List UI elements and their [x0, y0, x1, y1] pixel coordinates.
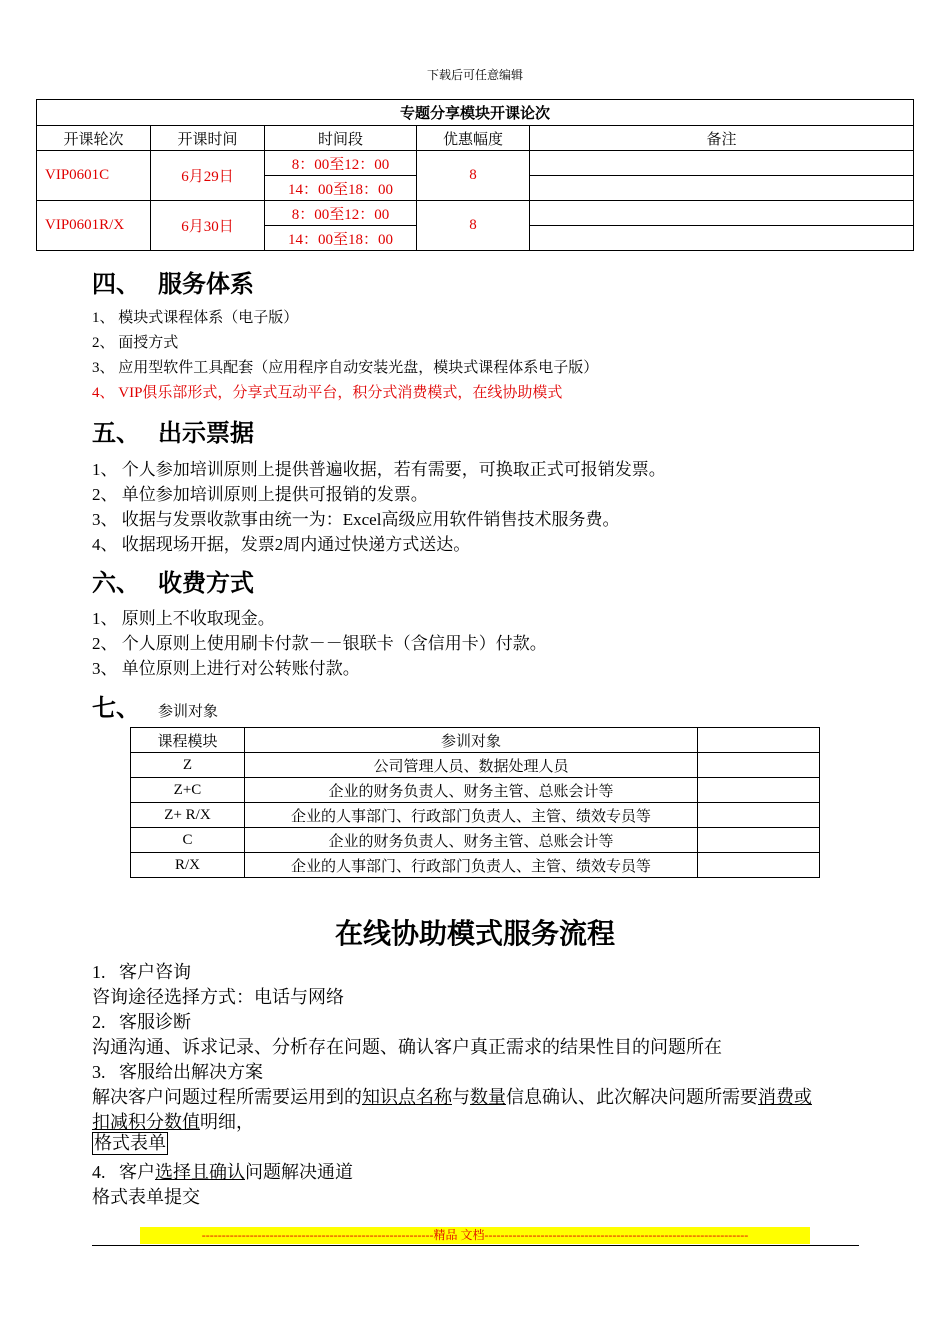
share-table	[36, 99, 914, 251]
discount-value: 8	[417, 151, 530, 201]
payment-item: 2、 个人原则上使用刷卡付款－－银联卡（含信用卡）付款。	[92, 634, 547, 653]
flow-paragraph-3-cont	[92, 1108, 254, 1134]
underlined-segment: 数量	[470, 1087, 506, 1107]
text-segment: 问题解决通道	[245, 1162, 353, 1182]
header-remark: 备注	[530, 126, 914, 151]
service-item: 3、 应用型软件工具配套（应用程序自动安装光盘，模块式课程体系电子版）	[92, 360, 599, 376]
receipt-item: 1、 个人参加培训原则上提供普遍收据，若有需要，可换取正式可报销发票。	[92, 460, 666, 479]
section-6-title: 收费方式	[158, 569, 254, 597]
extra-cell	[698, 853, 820, 878]
remark-cell	[530, 201, 914, 226]
header-slot: 时间段	[265, 126, 417, 151]
remark-cell	[530, 151, 914, 176]
target-cell: 企业的人事部门、行政部门负责人、主管、绩效专员等	[245, 853, 698, 878]
payment-item: 1、 原则上不收取现金。	[92, 609, 275, 628]
underlined-segment: 选择且确认	[155, 1162, 245, 1182]
section-4-number: 四、	[92, 270, 140, 298]
section-5-title: 出示票据	[158, 419, 254, 447]
footer-banner: ----------------------------------------------------------精品 文档------------------------------------------------------------------	[140, 1227, 810, 1244]
extra-cell	[698, 803, 820, 828]
header-extra	[698, 728, 820, 753]
module-cell: C	[131, 828, 245, 853]
flow-step-1: 1. 客户咨询	[92, 962, 191, 982]
section-6-number: 六、	[92, 569, 140, 597]
underlined-segment: 消费或	[758, 1087, 812, 1107]
module-cell: R/X	[131, 853, 245, 878]
round-date: 6月29日	[151, 151, 265, 201]
header-target: 参训对象	[245, 728, 698, 753]
time-slot: 14：00至18：00	[265, 226, 417, 251]
share-table-title: 专题分享模块开课论次	[37, 100, 914, 126]
time-slot: 14：00至18：00	[265, 176, 417, 201]
footer-rule	[92, 1245, 859, 1246]
extra-cell	[698, 753, 820, 778]
section-7-number: 七、	[92, 694, 140, 722]
receipt-item: 3、 收据与发票收款事由统一为：Excel高级应用软件销售技术服务费。	[92, 510, 620, 529]
section-5-heading	[92, 413, 254, 448]
discount-value: 8	[417, 201, 530, 251]
target-cell: 企业的人事部门、行政部门负责人、主管、绩效专员等	[245, 803, 698, 828]
service-item: 2、 面授方式	[92, 335, 179, 351]
flow-line-2: 沟通沟通、诉求记录、分析存在问题、确认客户真正需求的结果性目的问题所在	[92, 1037, 722, 1057]
section-5-number: 五、	[92, 419, 140, 447]
round-code: VIP0601C	[37, 151, 151, 201]
flow-title: 在线协助模式服务流程	[334, 917, 615, 950]
section-7-heading	[92, 688, 218, 723]
module-cell: Z+ R/X	[131, 803, 245, 828]
flow-paragraph-3	[92, 1083, 812, 1109]
service-item: 4、 VIP俱乐部形式，分享式互动平台，积分式消费模式，在线协助模式	[92, 385, 563, 401]
extra-cell	[698, 778, 820, 803]
text-segment: 解决客户问题过程所需要运用到的	[92, 1087, 362, 1107]
format-form-box: 格式表单	[94, 1133, 166, 1153]
text-segment: 与	[452, 1087, 470, 1107]
extra-cell	[698, 828, 820, 853]
header-discount: 优惠幅度	[417, 126, 530, 151]
round-code: VIP0601R/X	[37, 201, 151, 251]
header-note: 下载后可任意编辑	[426, 68, 523, 82]
round-date: 6月30日	[151, 201, 265, 251]
time-slot: 8：00至12：00	[265, 201, 417, 226]
text-segment: 信息确认、此次解决问题所需要	[506, 1087, 758, 1107]
payment-item: 3、 单位原则上进行对公转账付款。	[92, 659, 360, 678]
text-segment: 4. 客户	[92, 1162, 155, 1182]
underlined-segment: 知识点名称	[362, 1087, 452, 1107]
section-7-title: 参训对象	[158, 702, 219, 720]
flow-step-3: 3. 客服给出解决方案	[92, 1062, 263, 1082]
underlined-segment: 扣减积分数值	[92, 1112, 200, 1132]
section-6-heading	[92, 563, 254, 598]
header-date: 开课时间	[151, 126, 265, 151]
flow-line-1: 咨询途径选择方式：电话与网络	[92, 987, 344, 1007]
receipt-item: 2、 单位参加培训原则上提供可报销的发票。	[92, 485, 428, 504]
section-4-heading	[92, 264, 254, 299]
section-4-title: 服务体系	[158, 270, 254, 298]
service-item: 1、 模块式课程体系（电子版）	[92, 310, 299, 326]
text-segment: 明细，	[200, 1112, 254, 1132]
remark-cell	[530, 226, 914, 251]
time-slot: 8：00至12：00	[265, 151, 417, 176]
receipt-item: 4、 收据现场开据，发票2周内通过快递方式送达。	[92, 535, 471, 554]
flow-step-2: 2. 客服诊断	[92, 1012, 191, 1032]
module-cell: Z+C	[131, 778, 245, 803]
target-cell: 企业的财务负责人、财务主管、总账会计等	[245, 778, 698, 803]
target-cell: 公司管理人员、数据处理人员	[245, 753, 698, 778]
target-cell: 企业的财务负责人、财务主管、总账会计等	[245, 828, 698, 853]
flow-line-4: 格式表单提交	[92, 1187, 200, 1207]
module-cell: Z	[131, 753, 245, 778]
target-table	[130, 727, 820, 878]
flow-step-4	[92, 1158, 353, 1184]
header-module: 课程模块	[131, 728, 245, 753]
remark-cell	[530, 176, 914, 201]
header-round: 开课轮次	[37, 126, 151, 151]
